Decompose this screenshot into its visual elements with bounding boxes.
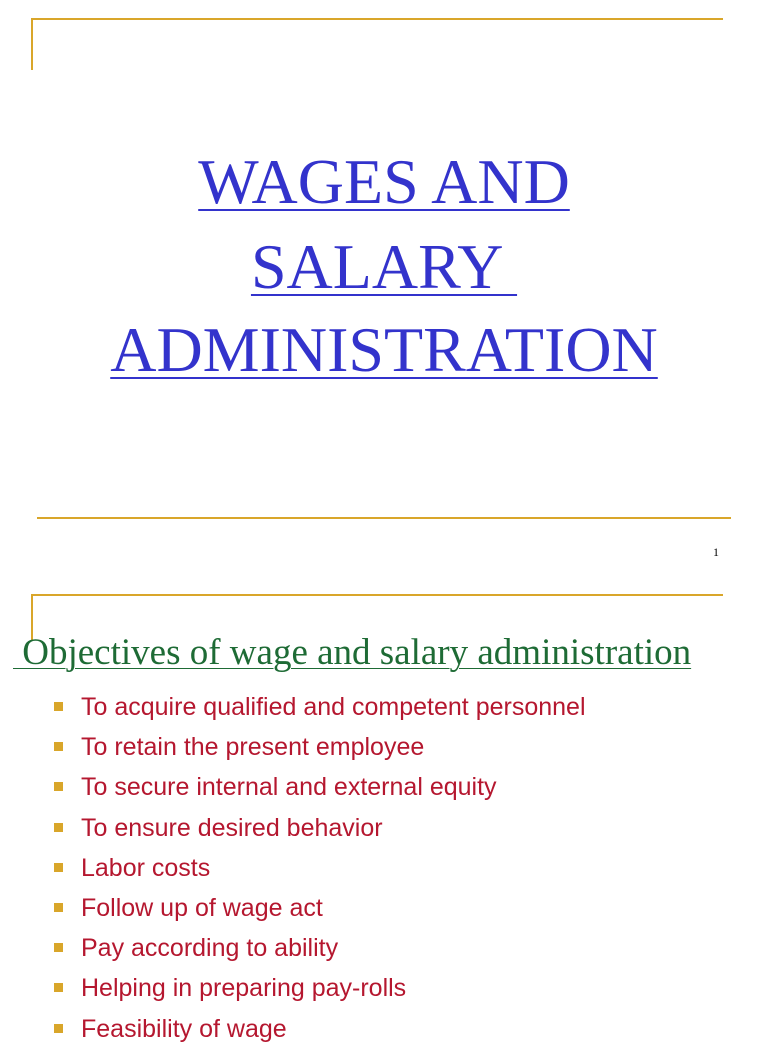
slide1-bottom-rule <box>37 517 731 519</box>
square-bullet-icon <box>54 742 63 751</box>
bullet-item <box>0 892 768 932</box>
square-bullet-icon <box>54 782 63 791</box>
objectives-heading: Objectives of wage and salary administration <box>13 632 692 673</box>
square-bullet-icon <box>54 903 63 912</box>
slide-title-line-3: ADMINISTRATION <box>110 314 658 385</box>
bullet-item <box>0 972 768 1012</box>
bullet-item <box>0 691 768 731</box>
bullet-text: To acquire qualified and competent personnel <box>81 693 586 721</box>
bullet-item <box>0 1013 768 1053</box>
slide2-top-rule <box>31 594 723 596</box>
bullet-item <box>0 771 768 811</box>
slide1-left-rule <box>31 18 33 70</box>
bullet-item <box>0 932 768 972</box>
bullet-text: Feasibility of wage <box>81 1014 287 1043</box>
bullet-text: Pay according to ability <box>81 934 339 963</box>
slide1-top-rule <box>31 18 723 20</box>
bullet-item <box>0 731 768 771</box>
bullet-text: Helping in preparing pay-rolls <box>81 974 407 1003</box>
square-bullet-icon <box>54 863 63 872</box>
square-bullet-icon <box>54 983 63 992</box>
bullet-text: Labor costs <box>81 853 211 882</box>
bullet-text: To ensure desired behavior <box>81 813 383 842</box>
bullet-item <box>0 812 768 852</box>
square-bullet-icon <box>54 943 63 952</box>
square-bullet-icon <box>54 1024 63 1033</box>
bullet-text: To secure internal and external equity <box>81 773 497 802</box>
square-bullet-icon <box>54 823 63 832</box>
bullet-text: Follow up of wage act <box>81 893 323 922</box>
square-bullet-icon <box>54 702 63 711</box>
bullet-text: To retain the present employee <box>81 733 425 762</box>
objectives-bullet-list <box>0 691 768 1053</box>
slide-title-line-1: WAGES AND <box>198 146 570 217</box>
slide-title-line-2: SALARY <box>250 231 518 302</box>
page-number: 1 <box>713 545 719 559</box>
bullet-item <box>0 852 768 892</box>
